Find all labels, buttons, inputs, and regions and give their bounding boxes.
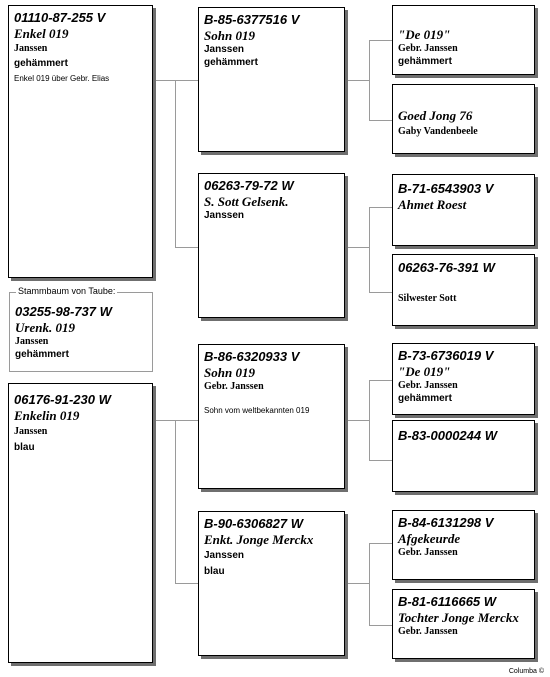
mf-box[interactable] (198, 344, 345, 489)
mff-color: gehämmert (398, 393, 452, 404)
mother-box[interactable] (8, 383, 153, 663)
mmm-ring: B-81-6116665 W (398, 594, 497, 609)
ff-color: gehämmert (204, 57, 258, 68)
footer-credit: Columba © (508, 668, 544, 675)
fmm-breeder: Silwester Sott (398, 293, 457, 304)
father-ring: 01110-87-255 V (14, 10, 106, 25)
mmf-ring: B-84-6131298 V (398, 515, 494, 530)
mf-name: Sohn 019 (204, 365, 255, 380)
connector-line (175, 80, 198, 81)
connector-line (369, 292, 392, 293)
connector-line (369, 625, 392, 626)
mother-name: Enkelin 019 (14, 408, 80, 423)
connector-line (369, 380, 370, 460)
mmm-name: Tochter Jonge Merckx (398, 610, 519, 625)
ffm-breeder: Gaby Vandenbeele (398, 126, 478, 137)
mfm-box[interactable] (392, 420, 535, 492)
connector-line (175, 247, 198, 248)
mfm-ring: B-83-0000244 W (398, 428, 497, 443)
fff-name: "De 019" (398, 27, 451, 42)
ff-ring: B-85-6377516 V (204, 12, 300, 27)
mm-color: blau (204, 566, 225, 577)
ff-breeder: Janssen (204, 44, 245, 55)
connector-line (175, 420, 198, 421)
mf-breeder: Gebr. Janssen (204, 381, 264, 392)
father-breeder: Janssen (14, 43, 48, 54)
mff-ring: B-73-6736019 V (398, 348, 494, 363)
ff-name: Sohn 019 (204, 28, 255, 43)
mmm-box[interactable] (392, 589, 535, 659)
father-name: Enkel 019 (14, 26, 69, 41)
mm-breeder: Janssen (204, 550, 245, 561)
connector-line (345, 247, 369, 248)
ff-box[interactable] (198, 7, 345, 152)
connector-line (369, 460, 392, 461)
fmm-ring: 06263-76-391 W (398, 260, 495, 275)
fmm-box[interactable] (392, 254, 535, 326)
mother-breeder: Janssen (14, 426, 48, 437)
pedigree-title: Stammbaum von Taube: (18, 286, 116, 296)
mf-note: Sohn vom weltbekannten 019 (204, 406, 310, 415)
connector-line (175, 420, 176, 583)
connector-line (153, 420, 175, 421)
connector-line (175, 583, 198, 584)
connector-line (369, 543, 392, 544)
mother-ring: 06176-91-230 W (14, 392, 111, 407)
subject-color: gehämmert (15, 349, 69, 360)
mmm-breeder: Gebr. Janssen (398, 626, 458, 637)
connector-line (175, 80, 176, 247)
connector-line (369, 40, 392, 41)
mff-box[interactable] (392, 343, 535, 415)
subject-name: Urenk. 019 (15, 320, 75, 335)
connector-line (345, 583, 369, 584)
subject-info (15, 304, 112, 362)
fff-box[interactable] (392, 5, 535, 75)
ffm-box[interactable] (392, 84, 535, 154)
mmf-box[interactable] (392, 510, 535, 580)
mff-name: "De 019" (398, 364, 451, 379)
connector-line (369, 380, 392, 381)
connector-line (369, 543, 370, 625)
mm-name: Enkt. Jonge Merckx (204, 532, 314, 547)
fm-ring: 06263-79-72 W (204, 178, 294, 193)
mmf-breeder: Gebr. Janssen (398, 547, 458, 558)
fm-name: S. Sott Gelsenk. (204, 194, 289, 209)
fff-breeder: Gebr. Janssen (398, 43, 458, 54)
fmf-box[interactable] (392, 174, 535, 246)
mmf-name: Afgekeurde (398, 531, 461, 546)
fff-color: gehämmert (398, 56, 452, 67)
connector-line (345, 420, 369, 421)
connector-line (345, 80, 369, 81)
connector-line (153, 80, 175, 81)
subject-ring: 03255-98-737 W (15, 304, 112, 319)
connector-line (369, 120, 392, 121)
fmf-name: Ahmet Roest (398, 197, 467, 212)
connector-line (369, 40, 370, 120)
fm-box[interactable] (198, 173, 345, 318)
mff-breeder: Gebr. Janssen (398, 380, 458, 391)
father-note: Enkel 019 über Gebr. Elias (14, 74, 110, 83)
mother-color: blau (14, 442, 35, 453)
mm-box[interactable] (198, 511, 345, 656)
father-box[interactable] (8, 5, 153, 278)
mm-ring: B-90-6306827 W (204, 516, 303, 531)
connector-line (369, 207, 370, 292)
subject-breeder: Janssen (15, 336, 49, 347)
father-color: gehämmert (14, 58, 68, 69)
mf-ring: B-86-6320933 V (204, 349, 300, 364)
ffm-name: Goed Jong 76 (398, 108, 473, 123)
fmf-ring: B-71-6543903 V (398, 181, 494, 196)
connector-line (369, 207, 392, 208)
fm-breeder: Janssen (204, 210, 245, 221)
